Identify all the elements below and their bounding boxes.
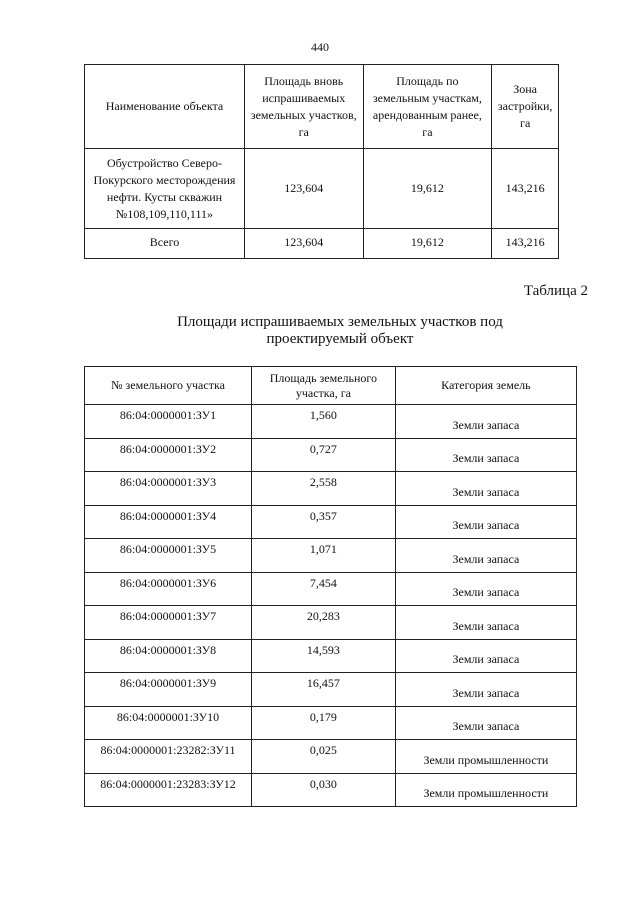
total-label: Всего	[85, 229, 245, 259]
plot-number-cell: 86:04:0000001:ЗУ10	[85, 706, 252, 740]
plot-number-cell: 86:04:0000001:23282:ЗУ11	[85, 740, 252, 774]
land-category-cell: Земли промышленности	[395, 740, 576, 774]
plot-number-cell: 86:04:0000001:ЗУ1	[85, 405, 252, 439]
plot-area-cell: 16,457	[252, 673, 396, 707]
table-caption: Таблица 2	[523, 283, 588, 299]
plot-area-cell: 1,071	[252, 539, 396, 573]
table-row	[85, 405, 577, 439]
plot-area-cell: 0,025	[252, 740, 396, 774]
table-header-row	[85, 65, 559, 149]
land-category-cell: Земли запаса	[395, 572, 576, 606]
plot-area-cell: 1,560	[252, 405, 396, 439]
plot-area-cell: 0,357	[252, 505, 396, 539]
table-row	[85, 773, 577, 807]
land-category-cell: Земли запаса	[395, 505, 576, 539]
header-construction-zone: Зона застройки, га	[492, 65, 559, 149]
plot-area-cell: 20,283	[252, 606, 396, 640]
header-plot-number: № земельного участка	[85, 367, 252, 405]
land-plots-table	[84, 366, 577, 807]
land-category-cell: Земли запаса	[395, 438, 576, 472]
land-category-cell: Земли запаса	[395, 706, 576, 740]
new-area-cell: 123,604	[244, 149, 363, 229]
table-row	[85, 539, 577, 573]
table-row	[85, 472, 577, 506]
plot-area-cell: 14,593	[252, 639, 396, 673]
table-row	[85, 606, 577, 640]
land-category-cell: Земли запаса	[395, 673, 576, 707]
table-title: Площади испрашиваемых земельных участков под проектируемый объект	[177, 314, 503, 347]
total-construction-zone: 143,216	[492, 229, 559, 259]
construction-zone-cell: 143,216	[492, 149, 559, 229]
header-leased-area: Площадь по земельным участкам, арендованным ранее, га	[363, 65, 492, 149]
land-category-cell: Земли промышленности	[395, 773, 576, 807]
total-new-area: 123,604	[244, 229, 363, 259]
total-leased-area: 19,612	[363, 229, 492, 259]
total-row	[85, 229, 559, 259]
table-row	[85, 673, 577, 707]
plot-number-cell: 86:04:0000001:ЗУ9	[85, 673, 252, 707]
table-row	[85, 149, 559, 229]
plot-area-cell: 0,727	[252, 438, 396, 472]
land-category-cell: Земли запаса	[395, 539, 576, 573]
land-category-cell: Земли запаса	[395, 606, 576, 640]
plot-number-cell: 86:04:0000001:ЗУ5	[85, 539, 252, 573]
table-row	[85, 572, 577, 606]
table-row	[85, 639, 577, 673]
leased-area-cell: 19,612	[363, 149, 492, 229]
header-object-name: Наименование объекта	[85, 65, 245, 149]
land-category-cell: Земли запаса	[395, 405, 576, 439]
plot-number-cell: 86:04:0000001:23283:ЗУ12	[85, 773, 252, 807]
table-header-row	[85, 367, 577, 405]
table-row	[85, 505, 577, 539]
header-new-area: Площадь вновь испрашиваемых земельных участков, га	[244, 65, 363, 149]
table-row	[85, 740, 577, 774]
plot-number-cell: 86:04:0000001:ЗУ2	[85, 438, 252, 472]
object-area-table	[84, 64, 559, 259]
plot-number-cell: 86:04:0000001:ЗУ7	[85, 606, 252, 640]
plot-area-cell: 7,454	[252, 572, 396, 606]
plot-area-cell: 2,558	[252, 472, 396, 506]
plot-number-cell: 86:04:0000001:ЗУ3	[85, 472, 252, 506]
plot-area-cell: 0,030	[252, 773, 396, 807]
table-row	[85, 706, 577, 740]
object-name-cell: Обустройство Северо-Покурского месторождения нефти. Кусты скважин №108,109,110,111»	[85, 149, 245, 229]
table-row	[85, 438, 577, 472]
header-plot-area: Площадь земельного участка, га	[252, 367, 396, 405]
header-land-category: Категория земель	[395, 367, 576, 405]
plot-area-cell: 0,179	[252, 706, 396, 740]
land-category-cell: Земли запаса	[395, 639, 576, 673]
plot-number-cell: 86:04:0000001:ЗУ8	[85, 639, 252, 673]
land-category-cell: Земли запаса	[395, 472, 576, 506]
plot-number-cell: 86:04:0000001:ЗУ6	[85, 572, 252, 606]
page-number: 440	[311, 40, 329, 54]
plot-number-cell: 86:04:0000001:ЗУ4	[85, 505, 252, 539]
